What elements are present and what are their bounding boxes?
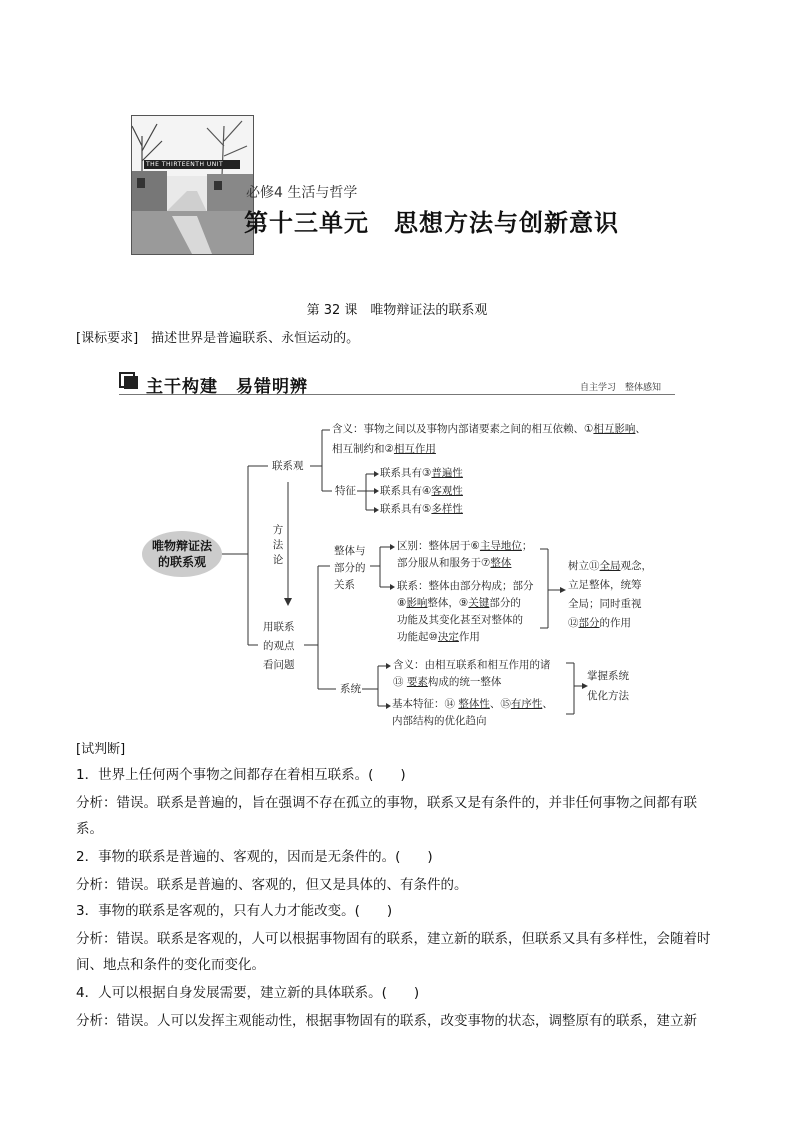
answer-14: 整体性 — [458, 698, 490, 710]
shuli-text: 全局；同时重视 — [568, 598, 642, 610]
lianxi-text: 作用 — [458, 631, 480, 643]
tezheng-text: 联系具有④ — [380, 485, 432, 497]
tezheng-text: 联系具有⑤ — [380, 503, 432, 515]
yonglianxi-line: 的观点 — [263, 640, 295, 652]
fangfalun-char: 论 — [272, 554, 284, 566]
node-lianxiguan: 联系观 — [272, 460, 304, 472]
answer-11: 全局 — [599, 560, 621, 572]
answer-5: 多样性 — [431, 503, 463, 515]
section-title: 主干构建 易错明辨 — [146, 377, 308, 397]
book-subtitle: 必修4 生活与哲学 — [246, 185, 358, 201]
lesson-title: 第 32 课 唯物辩证法的联系观 — [306, 303, 488, 318]
node-qubie — [397, 538, 532, 572]
question-1: 1．世界上任何两个事物之间都存在着相互联系。( ) — [76, 767, 406, 783]
lianxi-text: 功能起⑩ — [397, 631, 438, 643]
node-tezheng: 特征 — [335, 485, 356, 497]
zhengti-line: 关系 — [334, 579, 355, 591]
answer-8: 影响 — [406, 597, 428, 609]
center-line-2: 的联系观 — [157, 555, 206, 569]
curriculum-requirement: [课标要求] 描述世界是普遍联系、永恒运动的。 — [76, 331, 360, 346]
qubie-text: 部分服从和服务于⑦ — [397, 557, 491, 569]
xitong-text: 、⑮ — [489, 698, 511, 710]
node-lianxi — [397, 578, 534, 646]
node-xitong-tezheng — [392, 696, 553, 730]
xitong-text: ⑬ — [393, 676, 407, 688]
analysis-1: 分析：错误。联系是普遍的，旨在强调不存在孤立的事物，联系又是有条件的，并非任何事物之间都有联系。 — [76, 795, 697, 837]
analysis-4: 分析：错误。人可以发挥主观能动性，根据事物固有的联系，改变事物的状态，调整原有的联系，建立新 — [76, 1013, 697, 1029]
xitong-text: 含义：由相互联系和相互作用的诸 — [393, 659, 551, 671]
answer-15: 有序性 — [510, 698, 543, 710]
lianxi-text: 功能及其变化甚至对整体的 — [397, 614, 523, 626]
analysis-2: 分析：错误。联系是普遍的、客观的，但又是具体的、有条件的。 — [76, 877, 468, 893]
node-shuli — [568, 557, 652, 633]
section-tagline: 自主学习 整体感知 — [580, 383, 662, 393]
zhangwo-text: 掌握系统 — [587, 670, 629, 682]
question-2: 2．事物的联系是普遍的、客观的，因而是无条件的。( ) — [76, 849, 433, 865]
xitong-text: 内部结构的优化趋向 — [392, 715, 487, 727]
node-hanyi — [332, 421, 646, 458]
answer-12: 部分 — [578, 617, 600, 629]
xitong-text: 、 — [542, 698, 553, 710]
hanyi-text: 、 — [635, 423, 646, 435]
node-zhengti-bufen — [334, 543, 366, 594]
mindmap-center-node — [142, 531, 222, 577]
analysis-3: 分析：错误。联系是客观的，人可以根据事物固有的联系，建立新的联系，但联系又具有多样性，会随着时间、地点和条件的变化而变化。 — [76, 931, 711, 973]
node-fangfalun — [271, 523, 285, 568]
node-zhangwo — [587, 666, 629, 706]
fangfalun-char: 方 — [272, 524, 284, 536]
hanyi-text: 含义：事物之间以及事物内部诸要素之间的相互依赖、① — [332, 423, 594, 435]
answer-4: 客观性 — [431, 485, 463, 497]
xitong-text: 基本特征：⑭ — [392, 698, 459, 710]
yonglianxi-line: 看问题 — [263, 659, 295, 671]
hanyi-text: 相互制约和② — [332, 443, 394, 455]
shuli-text: 树立⑪ — [568, 560, 600, 572]
unit-banner: THE THIRTEENTH UNIT — [144, 160, 240, 169]
fangfalun-char: 法 — [272, 539, 284, 551]
unit-title: 第十三单元 思想方法与创新意识 — [244, 209, 619, 237]
zhangwo-text: 优化方法 — [587, 690, 629, 702]
answer-6: 主导地位 — [479, 540, 522, 552]
shuli-text: 观念， — [620, 560, 652, 572]
node-xitong: 系统 — [340, 683, 361, 695]
answer-10: 决定 — [437, 631, 459, 643]
lianxi-text: 联系：整体由部分构成；部分 — [397, 580, 534, 592]
lianxi-text: ⑧ — [397, 597, 407, 609]
answer-9: 关键 — [468, 597, 490, 609]
shuli-text: 立足整体，统筹 — [568, 579, 642, 591]
question-4: 4．人可以根据自身发展需要，建立新的具体联系。( ) — [76, 985, 420, 1001]
judge-heading: [试判断] — [76, 742, 126, 757]
xitong-text: 构成的统一整体 — [427, 676, 502, 688]
zhengti-line: 整体与 — [334, 545, 366, 557]
lianxi-text: 部分的 — [489, 597, 521, 609]
question-3: 3．事物的联系是客观的，只有人力才能改变。( ) — [76, 903, 393, 919]
answer-13: 要素 — [406, 676, 428, 688]
lianxi-text: 整体，⑨ — [427, 597, 469, 609]
tezheng-text: 联系具有③ — [380, 467, 432, 479]
yonglianxi-line: 用联系 — [263, 621, 295, 633]
tezheng-1 — [380, 465, 463, 482]
zhengti-line: 部分的 — [334, 562, 366, 574]
node-xitong-hanyi — [393, 657, 551, 691]
qubie-text: 区别：整体居于⑥ — [397, 540, 480, 552]
answer-3: 普遍性 — [431, 467, 463, 479]
answer-2: 相互作用 — [393, 443, 436, 455]
qubie-text: ； — [521, 540, 533, 552]
node-yonglianxi — [263, 618, 295, 675]
center-line-1: 唯物辩证法 — [151, 539, 212, 553]
tezheng-2 — [380, 483, 463, 500]
tezheng-3 — [380, 501, 463, 518]
shuli-text: 的作用 — [599, 617, 631, 629]
answer-1: 相互影响 — [593, 423, 636, 435]
answer-7: 整体 — [490, 557, 512, 569]
shuli-text: ⑫ — [568, 617, 579, 629]
